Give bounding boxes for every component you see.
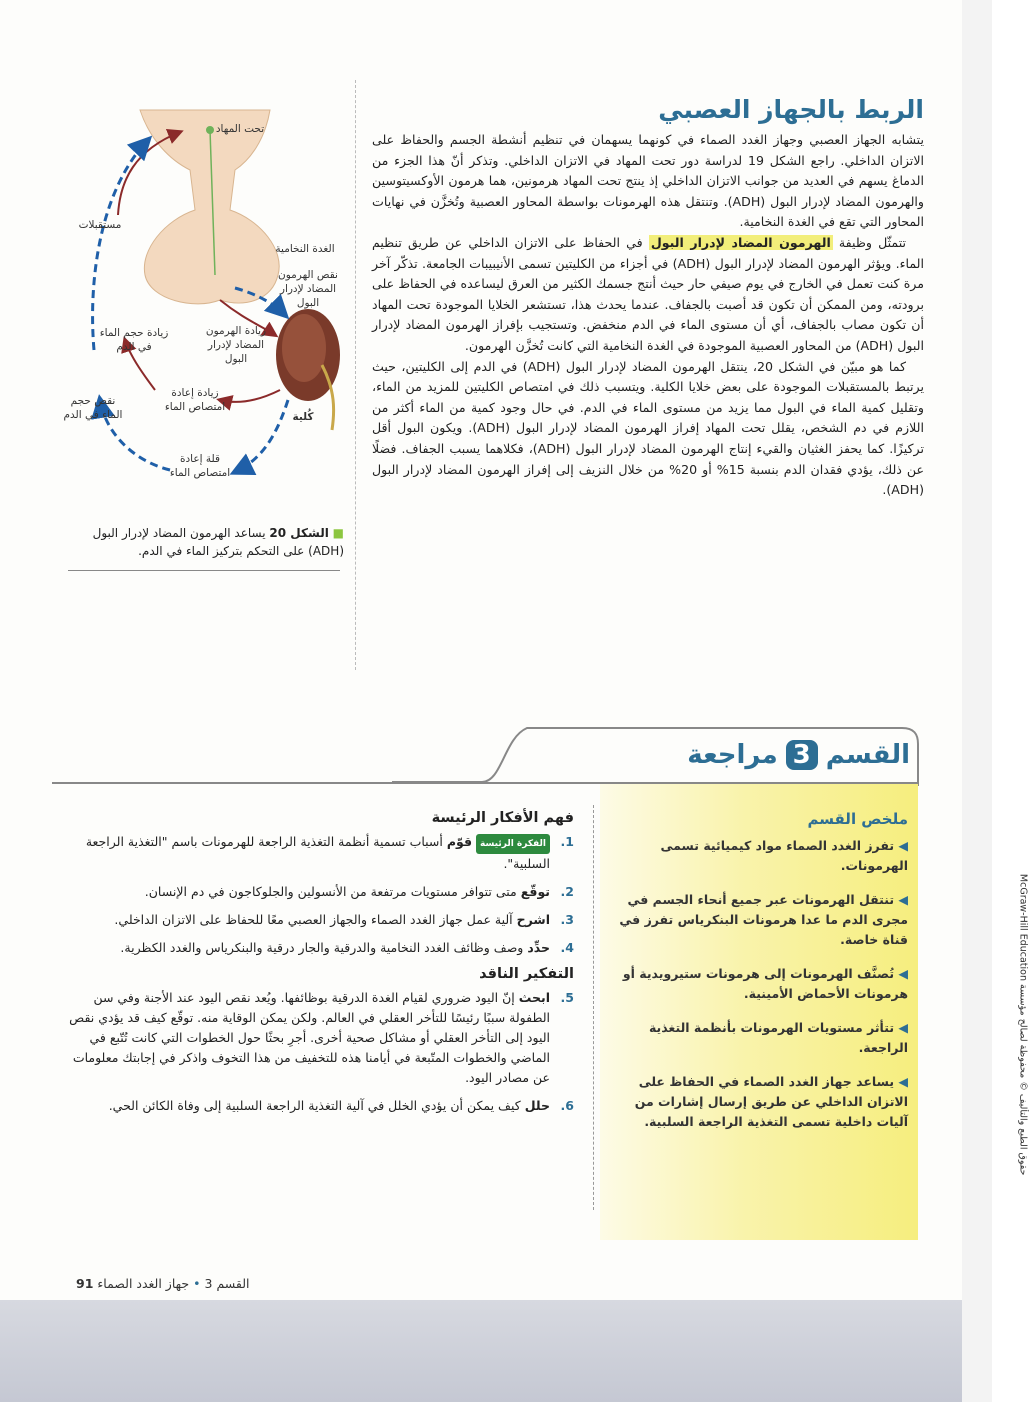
bullet-icon: ◀ bbox=[894, 966, 908, 981]
label-adh-increase: زيادة الهرمون المضاد لإدرار البول bbox=[205, 325, 267, 365]
footer-section: القسم 3 bbox=[204, 1276, 250, 1291]
page-number: 91 bbox=[76, 1276, 94, 1291]
label-kidney: كُلية bbox=[292, 411, 314, 423]
paragraph-2-start: تتمثّل وظيفة bbox=[832, 234, 906, 250]
main-ideas-title: فهم الأفكار الرئيسة bbox=[431, 810, 574, 826]
question-1 bbox=[68, 832, 574, 874]
question-text: آلية عمل جهاز الغدد الصماء والجهاز العصبي معًا للحفاظ على الاتزان الداخلي. bbox=[114, 912, 513, 927]
question-5 bbox=[68, 988, 574, 1088]
label-blood-volume-up: زيادة حجم الماء في الدم bbox=[99, 327, 169, 353]
summary-item bbox=[612, 1072, 908, 1132]
question-text: وصف وظائف الغدد النخامية والدرقية والجار درقية والبنكرياس والغدد الكظرية. bbox=[120, 940, 524, 955]
summary-item bbox=[612, 890, 908, 950]
paragraph-2-rest: في الحفاظ على الاتزان الداخلي عن طريق تنظيم الماء. ويؤثر الهرمون المضاد لإدرار البول (ADH) في أجزاء من الكليتين تسمى الأنيبيبات الجامعة. تذكّر آخر مرة كنت تعمل في الخارج في يوم صيفي حار حيث أنتج جسمك الكثير من العرق ليساعده في الحفاظ على برودته، ومن الممكن أن تكون قد أصبت بالجفاف. عندما يحدث هذا، تستشعر الخلايا الموجودة تحت المهاد أن تكون مصاب بالجفاف، أي أن مستوى الماء في الدم منخفض. وتستجيب بإفراز الهرمون المضاد لإدرار البول (ADH) من المحاور العصبية الموجودة في الغدة النخامية التي كانت تُخزَّن الهرمون. bbox=[372, 234, 924, 353]
label-hypothalamus: تحت المهاد bbox=[215, 123, 265, 135]
question-2 bbox=[68, 882, 574, 902]
copyright-notice: حقوق الطبع والتأليف © محفوظة لصالح مؤسسة McGraw-Hill Education bbox=[1017, 873, 1029, 1176]
question-verb: حدِّد bbox=[527, 940, 550, 955]
question-number: 6. bbox=[560, 1098, 574, 1113]
question-6 bbox=[68, 1096, 574, 1116]
page-edge bbox=[962, 0, 992, 1402]
question-verb: قوّم bbox=[446, 834, 473, 849]
label-receptors: مستقبلات bbox=[78, 219, 122, 231]
bullet-icon: ◀ bbox=[894, 838, 908, 853]
question-number: 5. bbox=[560, 990, 574, 1005]
summary-item-text: تفرز الغدد الصماء مواد كيميائية تسمى الهرمونات. bbox=[660, 838, 908, 873]
footer-bullet-icon: • bbox=[193, 1276, 201, 1291]
summary-item bbox=[612, 964, 908, 1004]
highlighted-term: الهرمون المضاد لإدرار البول bbox=[650, 234, 831, 250]
review-section-number: 3 bbox=[786, 740, 818, 770]
arrow-receptors-blue bbox=[93, 140, 148, 350]
question-number: 4. bbox=[560, 940, 574, 955]
review-word: مراجعة bbox=[687, 740, 778, 770]
section-summary bbox=[612, 810, 908, 1146]
question-number: 3. bbox=[560, 912, 574, 927]
page-footer bbox=[60, 1276, 250, 1291]
paragraph-3: كما هو مبيّن في الشكل 20، ينتقل الهرمون المضاد لإدرار البول (ADH) في الدم إلى الكليتين، حيث يرتبط بالمستقبلات الموجودة على بعض خلايا الكلية. ويتسبب ذلك في امتصاص الكليتين للمزيد من الماء، وتقليل كمية الماء في البول مما يزيد من مستوى الماء في الدم. في حال وجود كمية من الماء أكثر من اللازم في دم الشخص، يقلل تحت المهاد إفراز الهرمون المضاد لإدرار البول (ADH). ويكون البول أقل تركيزًا. كما يحفز الغثيان والقيء إنتاج الهرمون المضاد لإدرار البول (ADH)، فكلاهما يسبب الجفاف. فضلًا عن ذلك، يؤدي فقدان الدم بنسبة 15% أو 20% من خلال النزيف إلى إفراز الهرمون المضاد لإدرار البول (ADH). bbox=[372, 358, 925, 498]
bullet-icon: ◀ bbox=[894, 1074, 908, 1089]
review-questions bbox=[68, 810, 574, 1124]
review-column-divider bbox=[593, 805, 594, 1210]
question-4 bbox=[68, 938, 574, 958]
summary-item-text: يساعد جهاز الغدد الصماء في الحفاظ على الاتزان الداخلي عن طريق إرسال إشارات من آليات داخلية تسمى التغذية الراجعة السلبية. bbox=[634, 1074, 908, 1129]
question-text: إنّ اليود ضروري لقيام الغدة الدرقية بوظائفها. ويُعد نقص اليود عند الأجنة وفي سن الطفولة سببًا رئيسًا للتأخر العقلي في العالم. ولكن يمكن الوقاية منه. توقّع كيف قد يؤدي نقص اليود إلى التأخر العقلي أو مشاكل صحية أخرى. أجرِ بحثًا حول الخطوات التي كانت تُتّبع في الماضي والخطوات المتّبعة في أيامنا هذه للتخفيف من هذا التخوف واذكر في إجابتك معلومات عن مصادر اليود. bbox=[69, 990, 550, 1085]
review-section-word: القسم bbox=[825, 740, 910, 770]
label-pituitary: الغدة النخامية bbox=[275, 243, 335, 255]
label-adh-decrease: نقص الهرمون المضاد لإدرار البول bbox=[278, 269, 338, 309]
question-verb: حلل bbox=[524, 1098, 550, 1113]
summary-item-text: تتأثر مستويات الهرمونات بأنظمة التغذية الراجعة. bbox=[648, 1020, 908, 1055]
article-column bbox=[372, 95, 924, 501]
question-verb: اشرح bbox=[516, 912, 550, 927]
summary-item bbox=[612, 1018, 908, 1058]
critical-thinking-title: التفكير الناقد bbox=[479, 966, 574, 982]
question-number: 2. bbox=[560, 884, 574, 899]
question-number: 1. bbox=[560, 834, 574, 849]
question-text: متى تتوافر مستويات مرتفعة من الأنسولين والجلوكاجون في دم الإنسان. bbox=[144, 884, 517, 899]
label-reabsorb-up: زيادة إعادة امتصاص الماء bbox=[164, 387, 226, 413]
caption-square-icon: ■ bbox=[332, 526, 344, 540]
main-ideas-list bbox=[68, 832, 574, 958]
adh-feedback-figure bbox=[60, 100, 352, 520]
caption-figure-number: الشكل 20 bbox=[269, 526, 329, 540]
caption-text: يساعد الهرمون المضاد لإدرار البول (ADH) على التحكم بتركيز الماء في الدم. bbox=[92, 526, 344, 558]
question-verb: ابحث bbox=[518, 990, 550, 1005]
summary-item-text: تُصنَّف الهرمونات إلى هرمونات ستيرويدية أو هرمونات الأحماض الأمينية. bbox=[622, 966, 908, 1001]
paragraph-1: يتشابه الجهاز العصبي وجهاز الغدد الصماء في كونهما يسهمان في تنظيم أنشطة الجسم والحفاظ على الاتزان الداخلي. راجع الشكل 19 لدراسة دور تحت المهاد في الاتزان الداخلي. وتذكر أنّ هذا الجزء من الدماغ يسهم في العديد من جوانب الاتزان الداخلي إذ ينتج تحت المهاد هرمونين، هما هرمون الأوكسيتوسين والهرمون المضاد لإدرار البول (ADH). وتنتقل هذه الهرمونات بواسطة المحاور العصبية وتُخزَّن في نهايات المحاور التي تقع في الغدة النخامية. bbox=[372, 132, 924, 230]
kidney-highlight bbox=[282, 314, 326, 382]
summary-item bbox=[612, 836, 908, 876]
question-verb: توقّع bbox=[520, 884, 550, 899]
bullet-icon: ◀ bbox=[894, 892, 908, 907]
footer-chapter: جهاز الغدد الصماء bbox=[97, 1276, 190, 1291]
main-idea-tag: الفكرة الرئيسة bbox=[476, 834, 550, 854]
caption-rule bbox=[68, 570, 340, 571]
figure-caption bbox=[64, 524, 344, 560]
summary-list bbox=[612, 836, 908, 1132]
scan-margin bbox=[0, 1300, 962, 1402]
review-heading bbox=[660, 740, 910, 770]
bullet-icon: ◀ bbox=[894, 1020, 908, 1035]
summary-item-text: تنتقل الهرمونات عبر جميع أنحاء الجسم في مجرى الدم ما عدا هرمونات البنكرياس تفرز في قناة خاصة. bbox=[619, 892, 908, 947]
question-text: أسباب تسمية أنظمة التغذية الراجعة للهرمونات باسم "التغذية الراجعة السلبية". bbox=[85, 834, 550, 871]
label-reabsorb-down: قلة إعادة امتصاص الماء bbox=[169, 453, 231, 479]
column-divider bbox=[355, 80, 356, 670]
question-text: كيف يمكن أن يؤدي الخلل في آلية التغذية الراجعة السلبية إلى وفاة الكائن الحي. bbox=[108, 1098, 521, 1113]
paragraph-2 bbox=[372, 233, 924, 357]
section-title: الربط بالجهاز العصبي bbox=[658, 95, 924, 124]
critical-thinking-list bbox=[68, 988, 574, 1116]
question-3 bbox=[68, 910, 574, 930]
summary-title: ملخص القسم bbox=[807, 810, 908, 828]
label-blood-volume-down: نقص حجم الماء في الدم bbox=[63, 395, 123, 421]
